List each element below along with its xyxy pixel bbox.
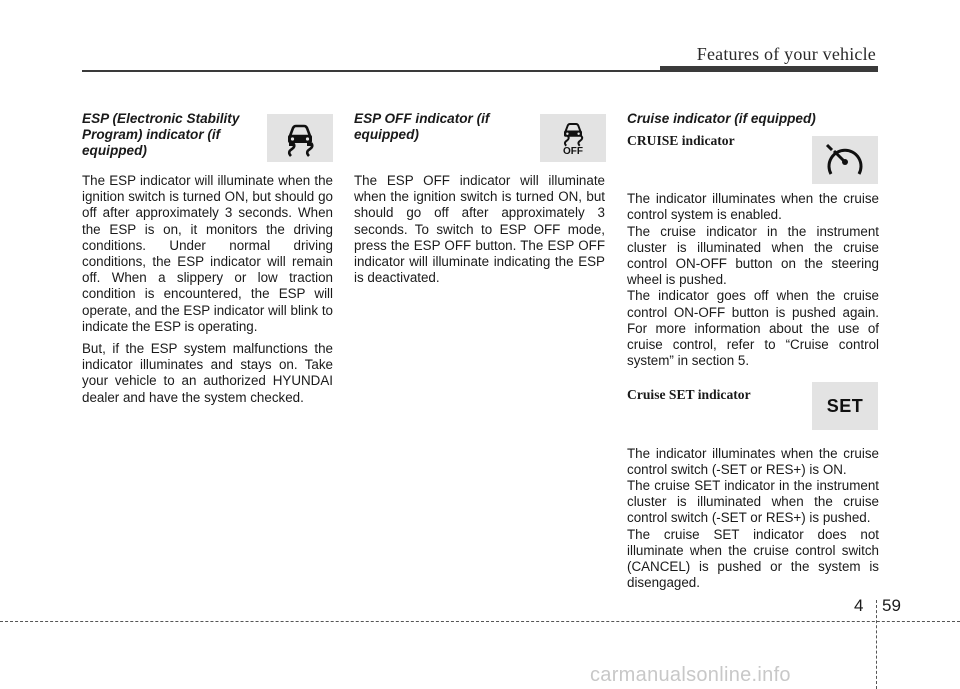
esp-off-paragraph-1: The ESP OFF indicator will illuminate when the ignition switch is turned ON, but should go off after approximately 3 seconds. To switch to ESP OFF mode, press the ESP OFF button. The ESP OFF indicator will illuminate indicating the ESP is deactivated. xyxy=(354,173,605,286)
footer-divider xyxy=(876,600,877,689)
esp-paragraph-1: The ESP indicator will illuminate when the ignition switch is turned ON, but should go off after approximately 3 seconds. When the ESP is on, it monitors the driving conditions. Under normal driving conditions, the ESP indicator will remain off. When a slippery or low traction condition is encountered, the ESP will operate, and the ESP indicator will blink to indicate the ESP is operating. xyxy=(82,173,333,334)
esp-heading xyxy=(82,111,257,159)
cruise-set-icon xyxy=(812,382,878,430)
esp-warning-icon xyxy=(267,114,333,162)
cruise-speedometer-icon xyxy=(812,136,878,184)
watermark: carmanualsonline.info xyxy=(590,664,791,686)
cruise-set-subheading: Cruise SET indicator xyxy=(627,387,751,403)
esp-heading-text: ESP (Electronic Stability Program) indicator (if equipped) xyxy=(82,111,240,158)
cruise-paragraph-1: The indicator illuminates when the cruise control system is enabled. xyxy=(627,191,879,223)
cruise-set-paragraph-3: The cruise SET indicator does not illuminate when the cruise control switch (CANCEL) is pushed or the system is disengaged. xyxy=(627,526,879,591)
cruise-set-icon-label: SET xyxy=(826,395,864,416)
cruise-paragraph-3: The indicator goes off when the cruise control ON-OFF button is pushed again. For more information about the use of cruise control, refer to “Cruise control system” in section 5. xyxy=(627,288,879,369)
esp-off-icon xyxy=(540,114,606,162)
esp-off-heading-text: ESP OFF indicator (if equipped) xyxy=(354,111,490,142)
cruise-paragraph-2: The cruise indicator in the instrument cluster is illuminated when the cruise control ON-OFF button on the steering wheel is pushed. xyxy=(627,223,879,288)
chapter-number: 4 xyxy=(854,596,864,615)
esp-off-icon-label: OFF xyxy=(563,146,583,157)
footer-rule xyxy=(0,621,960,622)
header-title: Features of your vehicle xyxy=(696,44,876,64)
cruise-heading: Cruise indicator (if equipped) xyxy=(627,111,816,126)
cruise-set-paragraph-2: The cruise SET indicator in the instrument cluster is illuminated when the cruise control switch (-SET or RES+) is pushed. xyxy=(627,478,879,526)
cruise-set-paragraph-1: The indicator illuminates when the cruise control switch (-SET or RES+) is ON. xyxy=(627,445,879,477)
page-number: 59 xyxy=(882,596,901,615)
cruise-subheading: CRUISE indicator xyxy=(627,133,735,148)
esp-off-heading xyxy=(354,111,494,143)
header-rule-accent xyxy=(660,66,878,72)
esp-paragraph-2: But, if the ESP system malfunctions the indicator illuminates and stays on. Take your vehicle to an authorized HYUNDAI dealer and have the system checked. xyxy=(82,341,333,405)
